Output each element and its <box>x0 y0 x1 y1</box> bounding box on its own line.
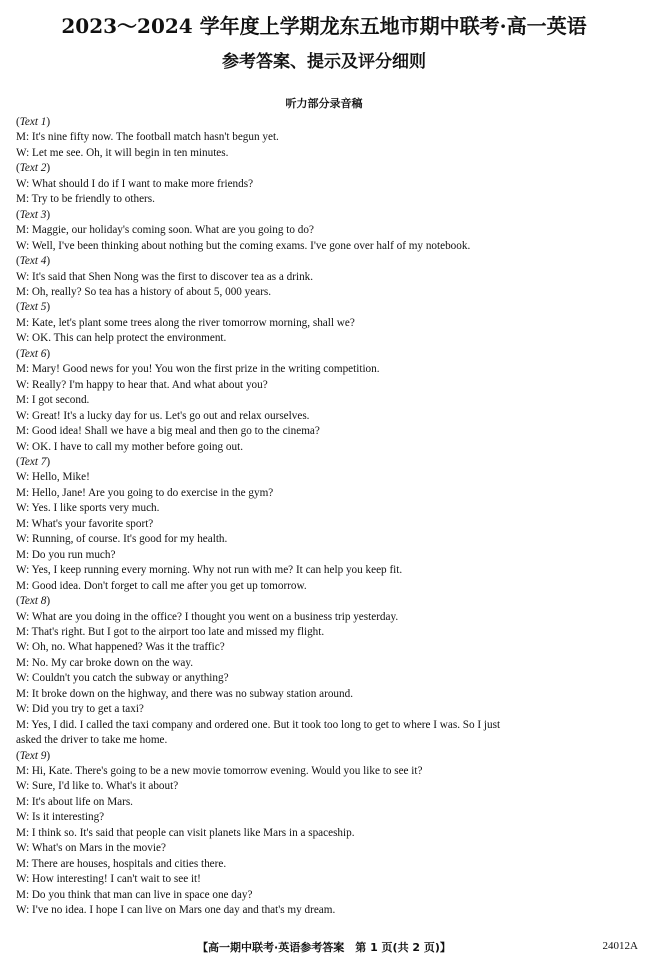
dialog-line: M: I got second. <box>16 394 90 407</box>
transcript-body <box>16 115 638 919</box>
dialog-line: W: How interesting! I can't wait to see it! <box>16 873 201 886</box>
dialog-line: M: Oh, really? So tea has a history of about 5, 000 years. <box>16 285 272 298</box>
text-label-name: Text 2 <box>19 162 47 175</box>
dialog-line: W: Really? I'm happy to hear that. And what about you? <box>16 378 268 391</box>
dialog-line: M: Try to be friendly to others. <box>16 193 155 206</box>
dialog-line: M: Yes, I did. I called the taxi company and ordered one. But it took too long to get to where I was. So I just <box>16 718 501 731</box>
text-label: (Text 2) <box>16 162 51 175</box>
dialog-line: W: What's on Mars in the movie? <box>16 842 166 855</box>
text-label-name: Text 8 <box>19 595 47 608</box>
dialog-line: M: That's right. But I got to the airport too late and missed my flight. <box>16 625 325 638</box>
dialog-line: W: OK. This can help protect the environment. <box>16 332 227 345</box>
dialog-line: W: Well, I've been thinking about nothing but the coming exams. I've gone over half of my notebook. <box>16 239 471 252</box>
dialog-line: W: Running, of course. It's good for my health. <box>16 533 228 546</box>
document-code: 24012A <box>602 940 638 952</box>
dialog-line: W: Hello, Mike! <box>16 471 90 484</box>
text-label: (Text 6) <box>16 347 51 360</box>
text-label: (Text 5) <box>16 301 51 314</box>
dialog-line: M: Good idea. Don't forget to call me after you get up tomorrow. <box>16 579 307 592</box>
dialog-line: W: What should I do if I want to make more friends? <box>16 177 254 190</box>
dialog-line: M: Hi, Kate. There's going to be a new movie tomorrow evening. Would you like to see it? <box>16 765 423 778</box>
dialog-line: M: What's your favorite sport? <box>16 517 154 530</box>
document-subtitle: 参考答案、提示及评分细则 <box>222 52 426 72</box>
text-label-name: Text 3 <box>19 208 47 221</box>
dialog-line: W: Sure, I'd like to. What's it about? <box>16 780 179 793</box>
dialog-line: W: Great! It's a lucky day for us. Let's go out and relax ourselves. <box>16 409 310 422</box>
dialog-line: M: No. My car broke down on the way. <box>16 656 193 669</box>
dialog-line: M: Do you think that man can live in space one day? <box>16 888 253 901</box>
dialog-line: W: Couldn't you catch the subway or anything? <box>16 672 229 685</box>
dialog-line: W: Oh, no. What happened? Was it the traffic? <box>16 641 225 654</box>
text-label: (Text 1) <box>16 116 51 128</box>
dialog-line: M: Good idea! Shall we have a big meal and then go to the cinema? <box>16 425 320 438</box>
dialog-line: W: Is it interesting? <box>16 811 105 824</box>
text-label-name: Text 9 <box>19 749 47 762</box>
dialog-line: M: It's nine fifty now. The football match hasn't begun yet. <box>16 131 279 144</box>
text-label: (Text 8) <box>16 595 51 608</box>
page-footer: 【高一期中联考·英语参考答案 第 1 页(共 2 页)】 <box>197 941 451 954</box>
text-label-name: Text 1 <box>19 116 47 128</box>
text-label-name: Text 6 <box>19 347 47 360</box>
dialog-line: W: Yes. I like sports very much. <box>16 502 160 515</box>
text-label-name: Text 5 <box>19 301 47 314</box>
dialog-line: asked the driver to take me home. <box>16 734 168 747</box>
dialog-line: M: It's about life on Mars. <box>16 795 133 808</box>
dialog-line: W: Yes, I keep running every morning. Why not run with me? It can help you keep fit. <box>16 564 403 577</box>
document-title: 2023～2024 学年度上学期龙东五地市期中联考·高一英语 <box>61 14 587 38</box>
dialog-line: W: OK. I have to call my mother before going out. <box>16 440 243 453</box>
text-label: (Text 4) <box>16 255 51 268</box>
dialog-line: M: Do you run much? <box>16 548 116 561</box>
dialog-line: W: What are you doing in the office? I thought you went on a business trip yesterday. <box>16 610 399 623</box>
text-label-name: Text 4 <box>19 255 47 268</box>
text-label: (Text 3) <box>16 208 51 221</box>
dialog-line: W: It's said that Shen Nong was the first to discover tea as a drink. <box>16 270 314 283</box>
dialog-line: M: Mary! Good news for you! You won the first prize in the writing competition. <box>16 363 380 376</box>
dialog-line: M: I think so. It's said that people can visit planets like Mars in a spaceship. <box>16 826 355 839</box>
dialog-line: W: Did you try to get a taxi? <box>16 703 144 716</box>
dialog-line: M: It broke down on the highway, and there was no subway station around. <box>16 687 354 700</box>
dialog-line: M: Hello, Jane! Are you going to do exercise in the gym? <box>16 486 274 499</box>
text-label-name: Text 7 <box>19 455 47 468</box>
text-label: (Text 7) <box>16 455 51 468</box>
text-label: (Text 9) <box>16 749 51 762</box>
dialog-line: M: There are houses, hospitals and cities there. <box>16 857 227 870</box>
dialog-line: M: Kate, let's plant some trees along the river tomorrow morning, shall we? <box>16 316 355 329</box>
dialog-line: W: Let me see. Oh, it will begin in ten minutes. <box>16 146 229 159</box>
section-title: 听力部分录音稿 <box>285 97 363 110</box>
dialog-line: M: Maggie, our holiday's coming soon. What are you going to do? <box>16 224 314 237</box>
dialog-line: W: I've no idea. I hope I can live on Mars one day and that's my dream. <box>16 904 336 917</box>
